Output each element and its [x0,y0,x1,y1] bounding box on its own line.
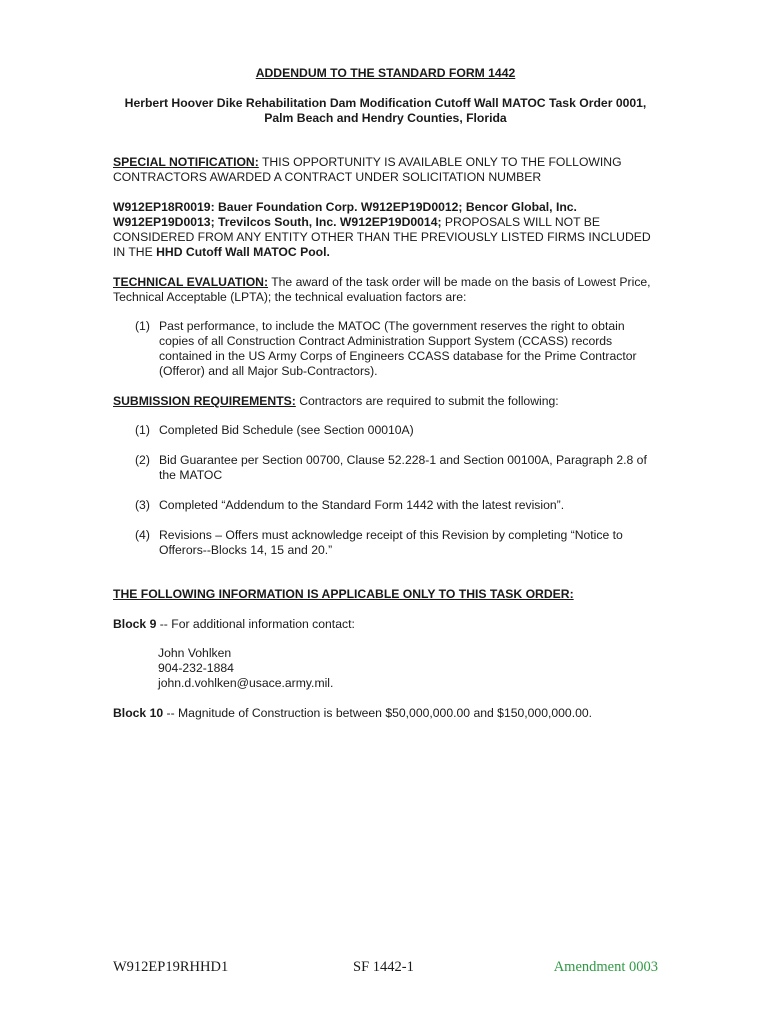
special-notification-heading: SPECIAL NOTIFICATION: [113,155,259,169]
block-9-text: -- For additional information contact: [156,617,355,631]
contact-email: john.d.vohlken@usace.army.mil. [158,676,334,690]
list-item-number: (3) [135,498,150,512]
block-9-paragraph [113,617,658,632]
block-10-paragraph [113,706,658,721]
proposals-text: PROPOSALS WILL NOT BE CONSIDERED FROM ANY ENTITY OTHER THAN THE PREVIOUSLY LISTED FIRMS INCLUDED IN THE [113,215,651,259]
list-item-text: Completed “Addendum to the Standard Form 1442 with the latest revision”. [159,498,565,512]
contact-info [113,646,658,691]
block-10-text: -- Magnitude of Construction is between $50,000,000.00 and $150,000,000.00. [163,706,593,720]
list-item [113,453,658,483]
special-notification-paragraph [113,155,658,185]
contractors-list: W912EP18R0019: Bauer Foundation Corp. W912EP19D0012; Bencor Global, Inc. W912EP19D0013; Trevilcos South, Inc. W912EP19D0014; [113,200,577,229]
technical-evaluation-list [113,319,658,379]
technical-evaluation-text: The award of the task order will be made on the basis of Lowest Price, Technical Acceptable (LPTA); the technical evaluation factors are: [113,275,651,304]
submission-requirements-list [113,423,658,558]
list-item [113,528,658,558]
contact-name: John Vohlken [158,646,232,660]
contractors-paragraph [113,200,658,260]
footer-form-number: SF 1442-1 [353,959,414,975]
list-item [113,319,658,379]
subtitle-line-1: Herbert Hoover Dike Rehabilitation Dam Modification Cutoff Wall MATOC Task Order 0001, [124,96,647,110]
list-item-number: (1) [135,319,150,333]
task-order-info-heading: THE FOLLOWING INFORMATION IS APPLICABLE ONLY TO THIS TASK ORDER: [113,587,574,601]
submission-requirements-paragraph [113,394,658,409]
list-item-number: (1) [135,423,150,437]
block-10-label: Block 10 [113,706,164,720]
document-page [113,66,658,721]
list-item [113,498,658,513]
special-notification-text: THIS OPPORTUNITY IS AVAILABLE ONLY TO THE FOLLOWING CONTRACTORS AWARDED A CONTRACT UNDER SOLICITATION NUMBER [113,155,622,184]
contact-phone: 904-232-1884 [158,661,234,675]
list-item-number: (4) [135,528,150,542]
page-footer [113,959,658,979]
technical-evaluation-paragraph [113,275,658,305]
document-title: ADDENDUM TO THE STANDARD FORM 1442 [255,66,516,80]
list-item-text: Bid Guarantee per Section 00700, Clause 52.228-1 and Section 00100A, Paragraph 2.8 of the MATOC [159,453,647,482]
footer-amendment: Amendment 0003 [553,959,658,975]
document-subtitle [113,96,658,126]
submission-requirements-text: Contractors are required to submit the following: [295,394,559,408]
list-item-text: Completed Bid Schedule (see Section 00010A) [159,423,414,437]
block-9-label: Block 9 [113,617,157,631]
footer-solicitation-number: W912EP19RHHD1 [113,959,229,975]
technical-evaluation-heading: TECHNICAL EVALUATION: [113,275,269,289]
list-item [113,423,658,438]
list-item-text: Revisions – Offers must acknowledge receipt of this Revision by completing “Notice to Offerors--Blocks 14, 15 and 20.” [159,528,623,557]
pool-name: HHD Cutoff Wall MATOC Pool. [156,245,330,259]
list-item-text: Past performance, to include the MATOC (The government reserves the right to obtain copies of all Construction Contract Administration Support System (CCASS) records contained in the US Army Corps of Engineers CCASS database for the Prime Contractor (Offeror) and all Major Sub-Contractors). [159,319,637,378]
submission-requirements-heading: SUBMISSION REQUIREMENTS: [113,394,296,408]
subtitle-line-2: Palm Beach and Hendry Counties, Florida [264,111,507,125]
list-item-number: (2) [135,453,150,467]
